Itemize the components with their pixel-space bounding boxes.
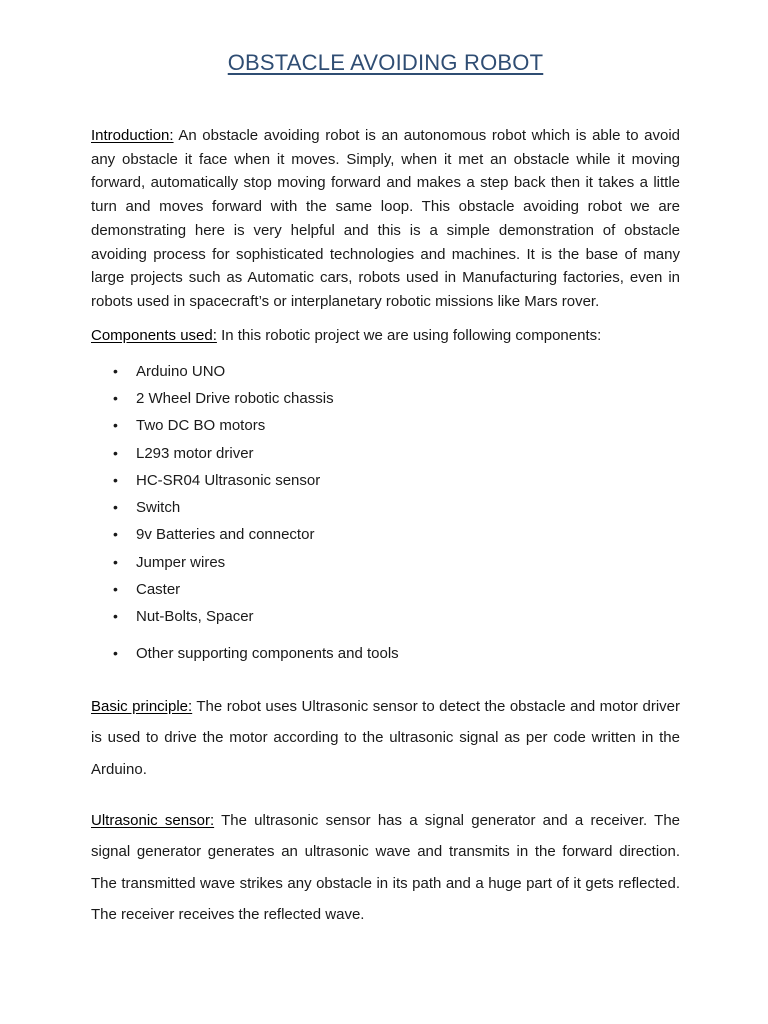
components-paragraph (91, 324, 680, 348)
list-item-text: L293 motor driver (136, 444, 254, 462)
list-item-text: Jumper wires (136, 553, 226, 571)
list-item (113, 494, 680, 521)
list-item-text: Arduino UNO (136, 362, 226, 380)
list-item (113, 576, 680, 603)
list-item-text: Nut-Bolts, Spacer (136, 608, 254, 626)
list-item-text: Switch (136, 499, 181, 517)
list-item-text: Caster (136, 581, 181, 598)
list-item-text: 9v Batteries and connector (136, 526, 315, 544)
bullet-icon: • (113, 444, 118, 461)
bullet-icon: • (113, 499, 118, 516)
bullet-icon: • (113, 389, 118, 406)
document-title: OBSTACLE AVOIDING ROBOT (227, 50, 544, 75)
list-item (113, 358, 680, 385)
basic-principle-text: The robot uses Ultrasonic sensor to detect the obstacle and motor driver is used to drive the motor according to the ultrasonic signal as per code written in the Arduino. (91, 697, 680, 779)
ultrasonic-sensor-text: The ultrasonic sensor has a signal generator and a receiver. The signal generator generates an ultrasonic wave and transmits in the forward direction. The transmitted wave strikes any obstacle in its path and a huge part of it gets reflected. The receiver receives the reflected wave. (91, 811, 680, 924)
bullet-icon: • (113, 608, 118, 625)
list-item (113, 467, 680, 494)
intro-paragraph (91, 124, 680, 314)
intro-label: Introduction: (91, 127, 174, 144)
bullet-icon: • (113, 553, 118, 570)
components-label: Components used: (91, 326, 217, 344)
ultrasonic-sensor-label: Ultrasonic sensor: (91, 811, 215, 829)
ultrasonic-sensor-paragraph (91, 805, 680, 931)
basic-principle-paragraph (91, 691, 680, 786)
bullet-icon: • (113, 526, 118, 543)
list-item (113, 521, 680, 548)
list-item (113, 440, 680, 467)
bullet-icon: • (113, 417, 118, 434)
components-text: In this robotic project we are using following components: (216, 326, 602, 344)
intro-text: An obstacle avoiding robot is an autonomous robot which is able to avoid any obstacle it face when it moves. Simply, when it met an obstacle while it moving forward, automatically stop moving forward and makes a step back then it takes a little turn and moves forward with the same loop. This obstacle avoiding robot we are demonstrating here is very helpful and this is a simple demonstration of obstacle avoiding process for sophisticated technologies and machines. It is the base of many large projects such as Automatic cars, robots used in Manufacturing factories, even in robots used in spacecraft’s or interplanetary robotic missions like Mars rover. (91, 127, 680, 310)
list-item-text: 2 Wheel Drive robotic chassis (136, 389, 334, 407)
list-item (113, 385, 680, 412)
list-item-text: HC-SR04 Ultrasonic sensor (136, 471, 321, 489)
components-list (91, 358, 680, 667)
bullet-icon: • (113, 471, 118, 488)
bullet-icon: • (113, 644, 118, 661)
list-item (113, 603, 680, 630)
bullet-icon: • (113, 581, 118, 597)
list-item (113, 640, 680, 667)
bullet-icon: • (113, 362, 118, 379)
list-item-text: Two DC BO motors (136, 417, 266, 435)
list-item-text: Other supporting components and tools (136, 644, 399, 662)
list-item (113, 412, 680, 439)
basic-principle-label: Basic principle: (91, 697, 193, 715)
list-item (113, 549, 680, 576)
